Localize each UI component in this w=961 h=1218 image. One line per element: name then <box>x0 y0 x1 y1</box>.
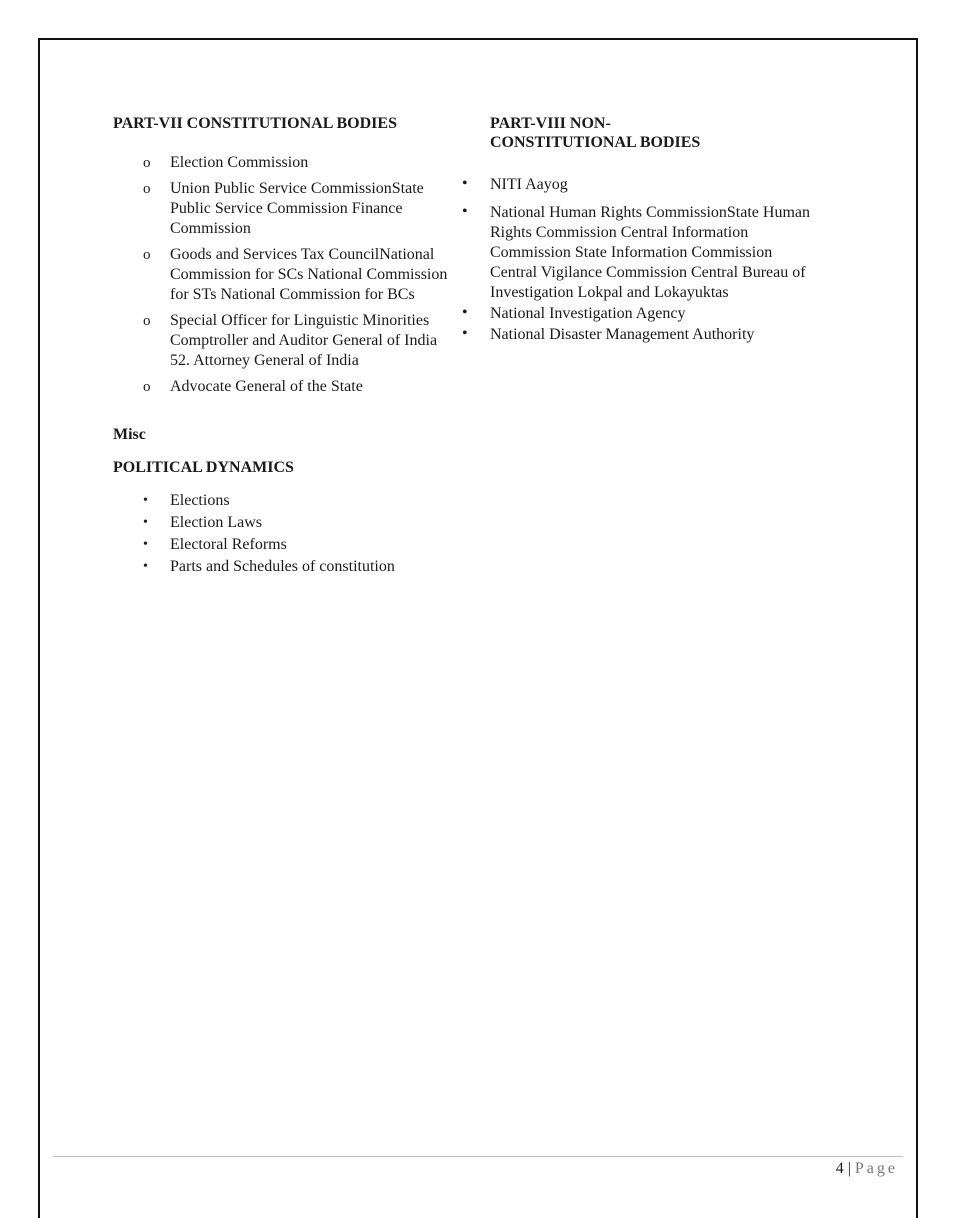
list-item: • NITI Aayog <box>462 175 568 193</box>
constitutional-bodies-list <box>113 153 453 397</box>
list-item: • Electoral Reforms <box>143 536 287 553</box>
list-item: • Parts and Schedules of constitution <box>143 558 395 575</box>
bullet-icon: • <box>462 203 468 220</box>
list-item: o Union Public Service CommissionState Public Service Commission Finance Commission <box>143 180 424 237</box>
political-dynamics-list <box>113 491 453 577</box>
non-constitutional-bodies-list <box>462 175 820 345</box>
list-item: o Goods and Services Tax CouncilNational Commission for SCs National Commission for STs National Commission for BCs <box>143 246 448 303</box>
page-word: Page <box>854 1160 898 1177</box>
constitutional-bodies-heading: PART-VII CONSTITUTIONAL BODIES <box>113 115 397 132</box>
list-item: • Election Laws <box>143 514 262 531</box>
right-column <box>462 114 820 346</box>
bullet-icon: • <box>143 559 148 574</box>
bullet-icon: • <box>143 537 148 552</box>
footer-separator: | <box>847 1160 851 1177</box>
footer-divider <box>53 1156 903 1157</box>
bullet-icon: • <box>143 493 148 508</box>
left-column <box>113 114 453 579</box>
list-item: o Special Officer for Linguistic Minorities Comptroller and Auditor General of India 52. Attorney General of India <box>143 312 438 369</box>
circle-bullet-icon: o <box>143 313 151 329</box>
circle-bullet-icon: o <box>143 155 151 171</box>
list-item: • National Investigation Agency <box>462 304 686 322</box>
misc-heading: Misc <box>113 426 146 443</box>
bullet-icon: • <box>143 515 148 530</box>
circle-bullet-icon: o <box>143 247 151 263</box>
circle-bullet-icon: o <box>143 379 151 395</box>
political-dynamics-heading: POLITICAL DYNAMICS <box>113 459 294 476</box>
list-item: o Advocate General of the State <box>143 378 363 395</box>
list-item: • Elections <box>143 492 230 509</box>
page-number: 4 <box>835 1160 844 1177</box>
bullet-icon: • <box>462 304 468 321</box>
bullet-icon: • <box>462 175 468 192</box>
circle-bullet-icon: o <box>143 181 151 197</box>
list-item: o Election Commission <box>143 154 309 171</box>
page-footer <box>836 1160 898 1178</box>
non-constitutional-bodies-heading: PART-VIII NON- CONSTITUTIONAL BODIES <box>490 115 701 151</box>
list-item: • National Disaster Management Authority <box>462 325 755 343</box>
list-item: • National Human Rights CommissionState Human Rights Commission Central Information Commission State Information Commission Central Vigilance Commission Central Bureau of Investigation Lokpal and Lokayuktas <box>462 203 810 301</box>
bullet-icon: • <box>462 325 468 342</box>
